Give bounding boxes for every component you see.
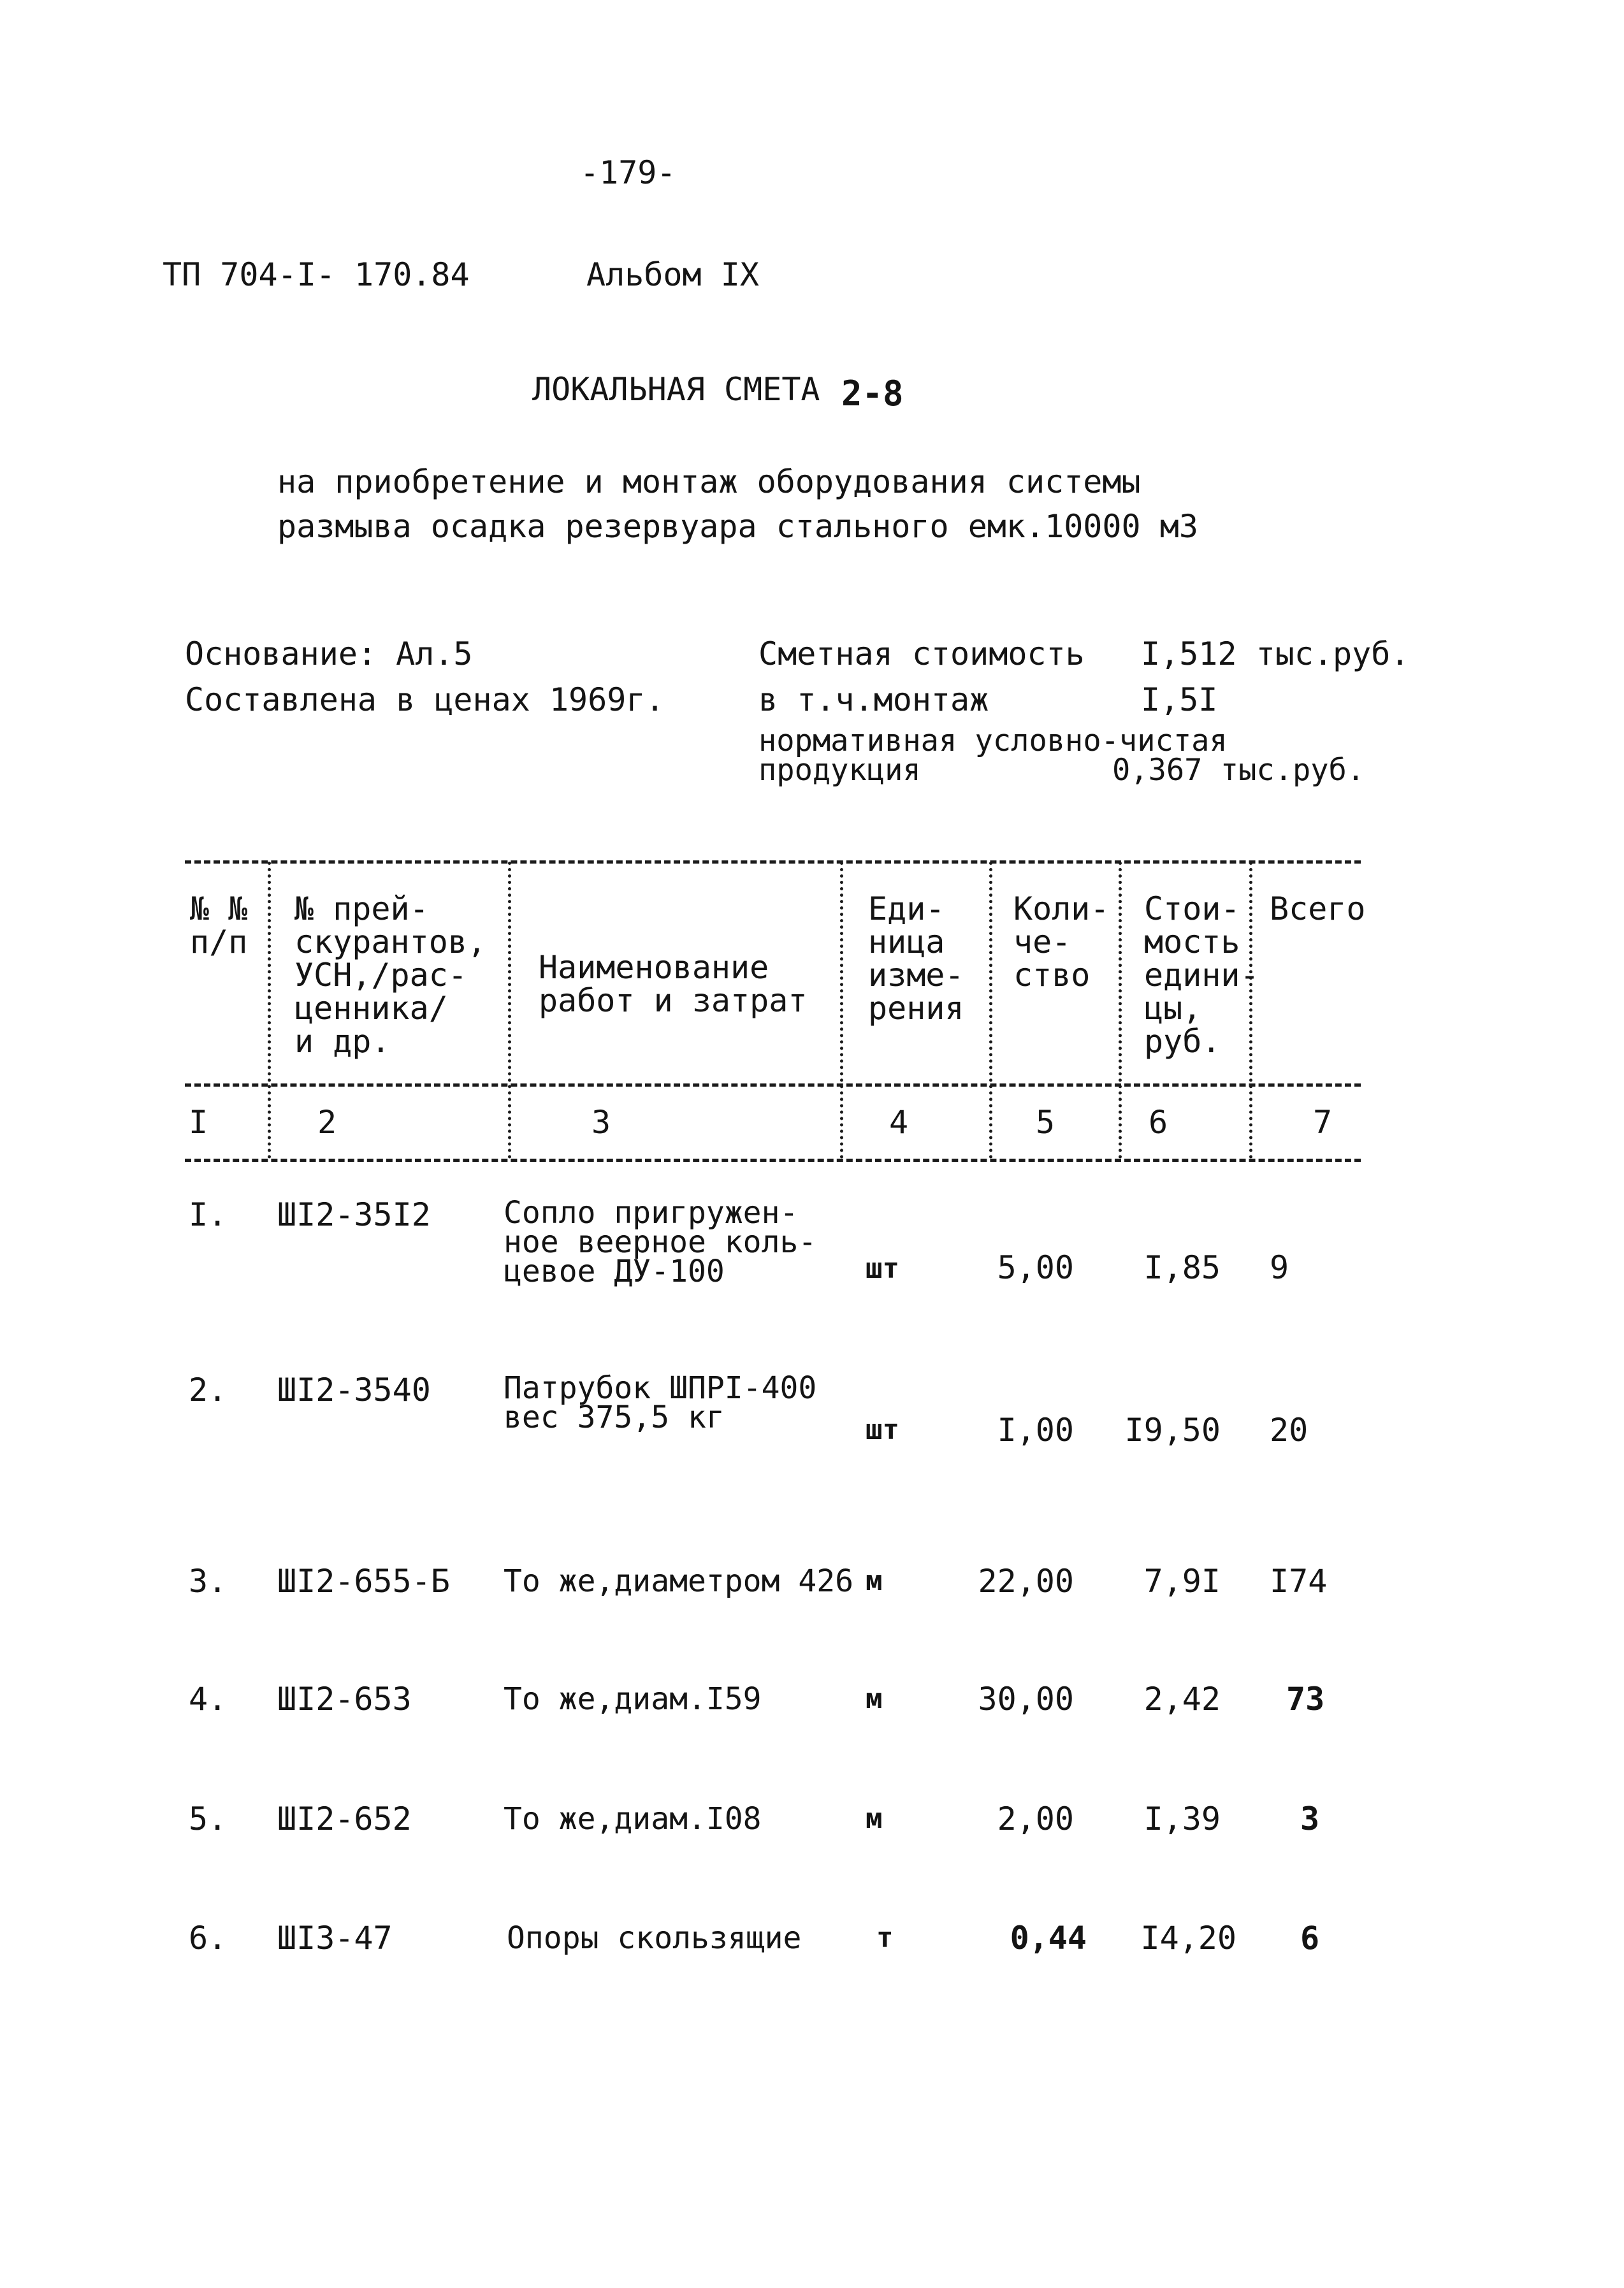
row-number: 2. [189, 1372, 228, 1408]
row-number: I. [189, 1196, 228, 1233]
row-total: 73 [1286, 1681, 1325, 1718]
table-top-rule [185, 860, 1361, 864]
mounting-value: I,5I [1141, 681, 1218, 718]
row-unit: м [866, 1802, 883, 1835]
row-code: ШI2-652 [277, 1800, 412, 1837]
row-unit-price: I,39 [1143, 1800, 1221, 1837]
row-qty: 30,00 [978, 1681, 1074, 1718]
table-header-rule [185, 1083, 1361, 1087]
row-name: Опоры скользящие [507, 1920, 802, 1956]
row-total: 20 [1270, 1412, 1309, 1449]
row-code: ШI3-47 [277, 1920, 393, 1957]
row-total: I74 [1270, 1563, 1328, 1600]
row-name: То же,диам.I59 [504, 1681, 762, 1717]
row-total: 9 [1270, 1249, 1289, 1286]
col-number-5: 5 [1036, 1104, 1055, 1141]
col-number-3: 3 [591, 1104, 611, 1141]
col-header-unit: Еди- ница изме- рения [868, 890, 964, 1027]
col-sep-3 [840, 862, 843, 1159]
normative-value: 0,367 тыс.руб. [1112, 753, 1365, 788]
subtitle-line-1: на приобретение и монтаж оборудования системы [277, 463, 1141, 500]
row-name: То же,диаметром 426 [504, 1563, 854, 1599]
row-name: То же,диам.I08 [504, 1801, 762, 1837]
col-header-no: № № п/п [190, 890, 248, 960]
col-header-name: Наименование работ и затрат [539, 949, 808, 1019]
col-header-unit-cost: Стои- мость едини- цы, руб. [1144, 890, 1259, 1060]
row-unit-price: 2,42 [1143, 1681, 1221, 1718]
row-qty: 2,00 [997, 1800, 1074, 1837]
row-unit-price: I4,20 [1140, 1920, 1236, 1957]
subtitle-line-2: размыва осадка резервуара стального емк.10000 м3 [277, 508, 1198, 545]
album-label: Альбом IX [586, 256, 759, 293]
col-header-total: Всего [1270, 890, 1366, 927]
col-sep-1 [268, 862, 271, 1159]
row-unit-price: 7,9I [1143, 1563, 1221, 1600]
col-number-2: 2 [317, 1104, 337, 1141]
row-unit-price: I,85 [1143, 1249, 1221, 1286]
col-number-4: 4 [889, 1104, 909, 1141]
normative-label-2: продукция [758, 753, 921, 788]
row-number: 3. [189, 1563, 228, 1600]
estimated-cost-label: Сметная стоимость [758, 635, 1085, 672]
basis-line-2: Составлена в ценах 1969г. [185, 681, 665, 718]
row-unit: т [876, 1922, 894, 1954]
project-code: ТП 704-I- 170.84 [163, 256, 470, 293]
normative-label-1: нормативная условно-чистая [758, 723, 1228, 758]
row-unit: шт [866, 1252, 899, 1285]
mounting-label: в т.ч.монтаж [758, 681, 989, 718]
row-name: Сопло пригружен- ное веерное коль- цевое ДУ-100 [504, 1195, 817, 1289]
row-code: ШI2-653 [277, 1681, 412, 1718]
row-unit: м [866, 1683, 883, 1715]
estimate-number: 2-8 [841, 373, 904, 414]
estimated-cost-value: I,512 тыс.руб. [1141, 635, 1410, 672]
row-qty: 0,44 [1010, 1920, 1087, 1957]
col-number-1: I [189, 1104, 208, 1141]
row-total: 3 [1300, 1800, 1320, 1837]
row-qty: I,00 [997, 1412, 1074, 1449]
basis-line-1: Основание: Ал.5 [185, 635, 473, 672]
col-sep-5 [1119, 862, 1122, 1159]
col-number-7: 7 [1313, 1104, 1333, 1141]
row-qty: 5,00 [997, 1249, 1074, 1286]
row-code: ШI2-655-Б [277, 1563, 450, 1600]
row-unit-price: I9,50 [1124, 1412, 1221, 1449]
page-number: -179- [580, 154, 676, 191]
row-qty: 22,00 [978, 1563, 1074, 1600]
col-number-6: 6 [1149, 1104, 1168, 1141]
row-name: Патрубок ШПРI-400 вес 375,5 кг [504, 1370, 817, 1435]
row-code: ШI2-3540 [277, 1372, 431, 1408]
row-number: 6. [189, 1920, 228, 1957]
row-number: 5. [189, 1800, 228, 1837]
row-unit: м [866, 1565, 883, 1597]
row-code: ШI2-35I2 [277, 1196, 431, 1233]
row-unit: шт [866, 1414, 899, 1446]
col-sep-2 [508, 862, 511, 1159]
row-number: 4. [189, 1681, 228, 1718]
col-sep-4 [989, 862, 992, 1159]
col-header-qty: Коли- че- ство [1013, 890, 1110, 994]
document-title: ЛОКАЛЬНАЯ СМЕТА [532, 371, 820, 408]
col-header-pricelist: № прей- скурантов, УСН,/рас- ценника/ и др. [294, 890, 487, 1060]
row-total: 6 [1300, 1920, 1320, 1957]
table-numbers-rule [185, 1159, 1361, 1162]
